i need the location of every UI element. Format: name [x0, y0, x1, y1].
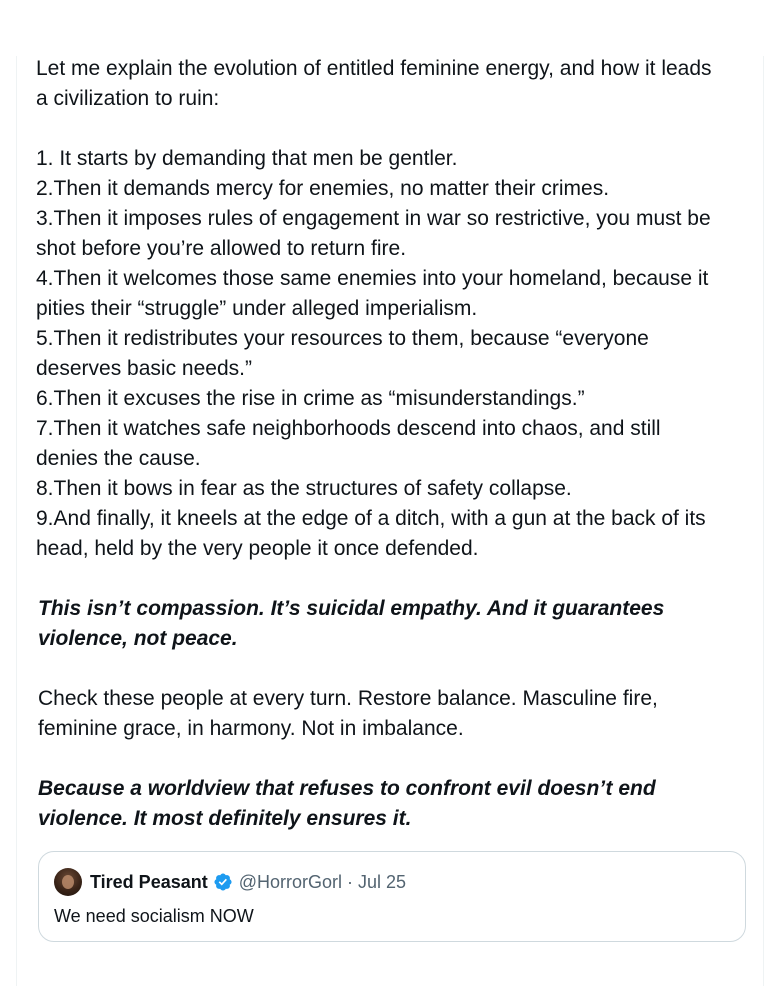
- list-line: pities their “struggle” under alleged imperialism.: [36, 297, 478, 320]
- emphasis-line: This isn’t compassion. It’s suicidal empathy. And it guarantees: [38, 597, 665, 620]
- emphasis-line: violence. It most definitely ensures it.: [38, 807, 412, 830]
- emphasis-line: violence, not peace.: [38, 627, 238, 650]
- emphasis-line: Because a worldview that refuses to confront evil doesn’t end: [38, 777, 656, 800]
- paragraph-gap: [36, 744, 752, 774]
- quoted-post-text: We need socialism NOW: [54, 906, 254, 926]
- paragraph-gap: [36, 114, 752, 144]
- separator-dot: ·: [347, 871, 354, 892]
- list-line: 6.Then it excuses the rise in crime as “misunderstandings.”: [36, 387, 585, 410]
- quoted-tweet-card[interactable]: [38, 851, 746, 942]
- list-line: 8.Then it bows in fear as the structures of safety collapse.: [36, 477, 572, 500]
- post-intro-line-2: a civilization to ruin:: [36, 87, 220, 110]
- list-line: head, held by the very people it once defended.: [36, 537, 479, 560]
- list-line: shot before you’re allowed to return fire.: [36, 237, 407, 260]
- quoted-author-name[interactable]: Tired Peasant: [90, 871, 208, 892]
- quoted-author-handle[interactable]: @HorrorGorl: [238, 871, 343, 892]
- list-line: denies the cause.: [36, 447, 201, 470]
- avatar[interactable]: [54, 868, 82, 896]
- list-line: 5.Then it redistributes your resources to them, because “everyone: [36, 327, 649, 350]
- paragraph-gap: [36, 564, 752, 594]
- list-line: 4.Then it welcomes those same enemies into your homeland, because it: [36, 267, 709, 290]
- post-body: [36, 54, 752, 834]
- paragraph-gap: [36, 654, 752, 684]
- quoted-tweet-header: [54, 867, 406, 897]
- list-line: 1. It starts by demanding that men be gentler.: [36, 147, 458, 170]
- list-line: deserves basic needs.”: [36, 357, 252, 380]
- check-line: Check these people at every turn. Restore balance. Masculine fire,: [38, 687, 658, 710]
- list-line: 2.Then it demands mercy for enemies, no matter their crimes.: [36, 177, 610, 200]
- list-line: 3.Then it imposes rules of engagement in war so restrictive, you must be: [36, 207, 711, 230]
- verified-badge-icon: [213, 872, 233, 892]
- list-line: 9.And finally, it kneels at the edge of a ditch, with a gun at the back of its: [36, 507, 706, 530]
- list-line: 7.Then it watches safe neighborhoods descend into chaos, and still: [36, 417, 661, 440]
- post-intro-line-1: Let me explain the evolution of entitled feminine energy, and how it leads: [36, 57, 712, 80]
- check-line: feminine grace, in harmony. Not in imbalance.: [38, 717, 464, 740]
- quoted-post-date[interactable]: Jul 25: [358, 871, 407, 892]
